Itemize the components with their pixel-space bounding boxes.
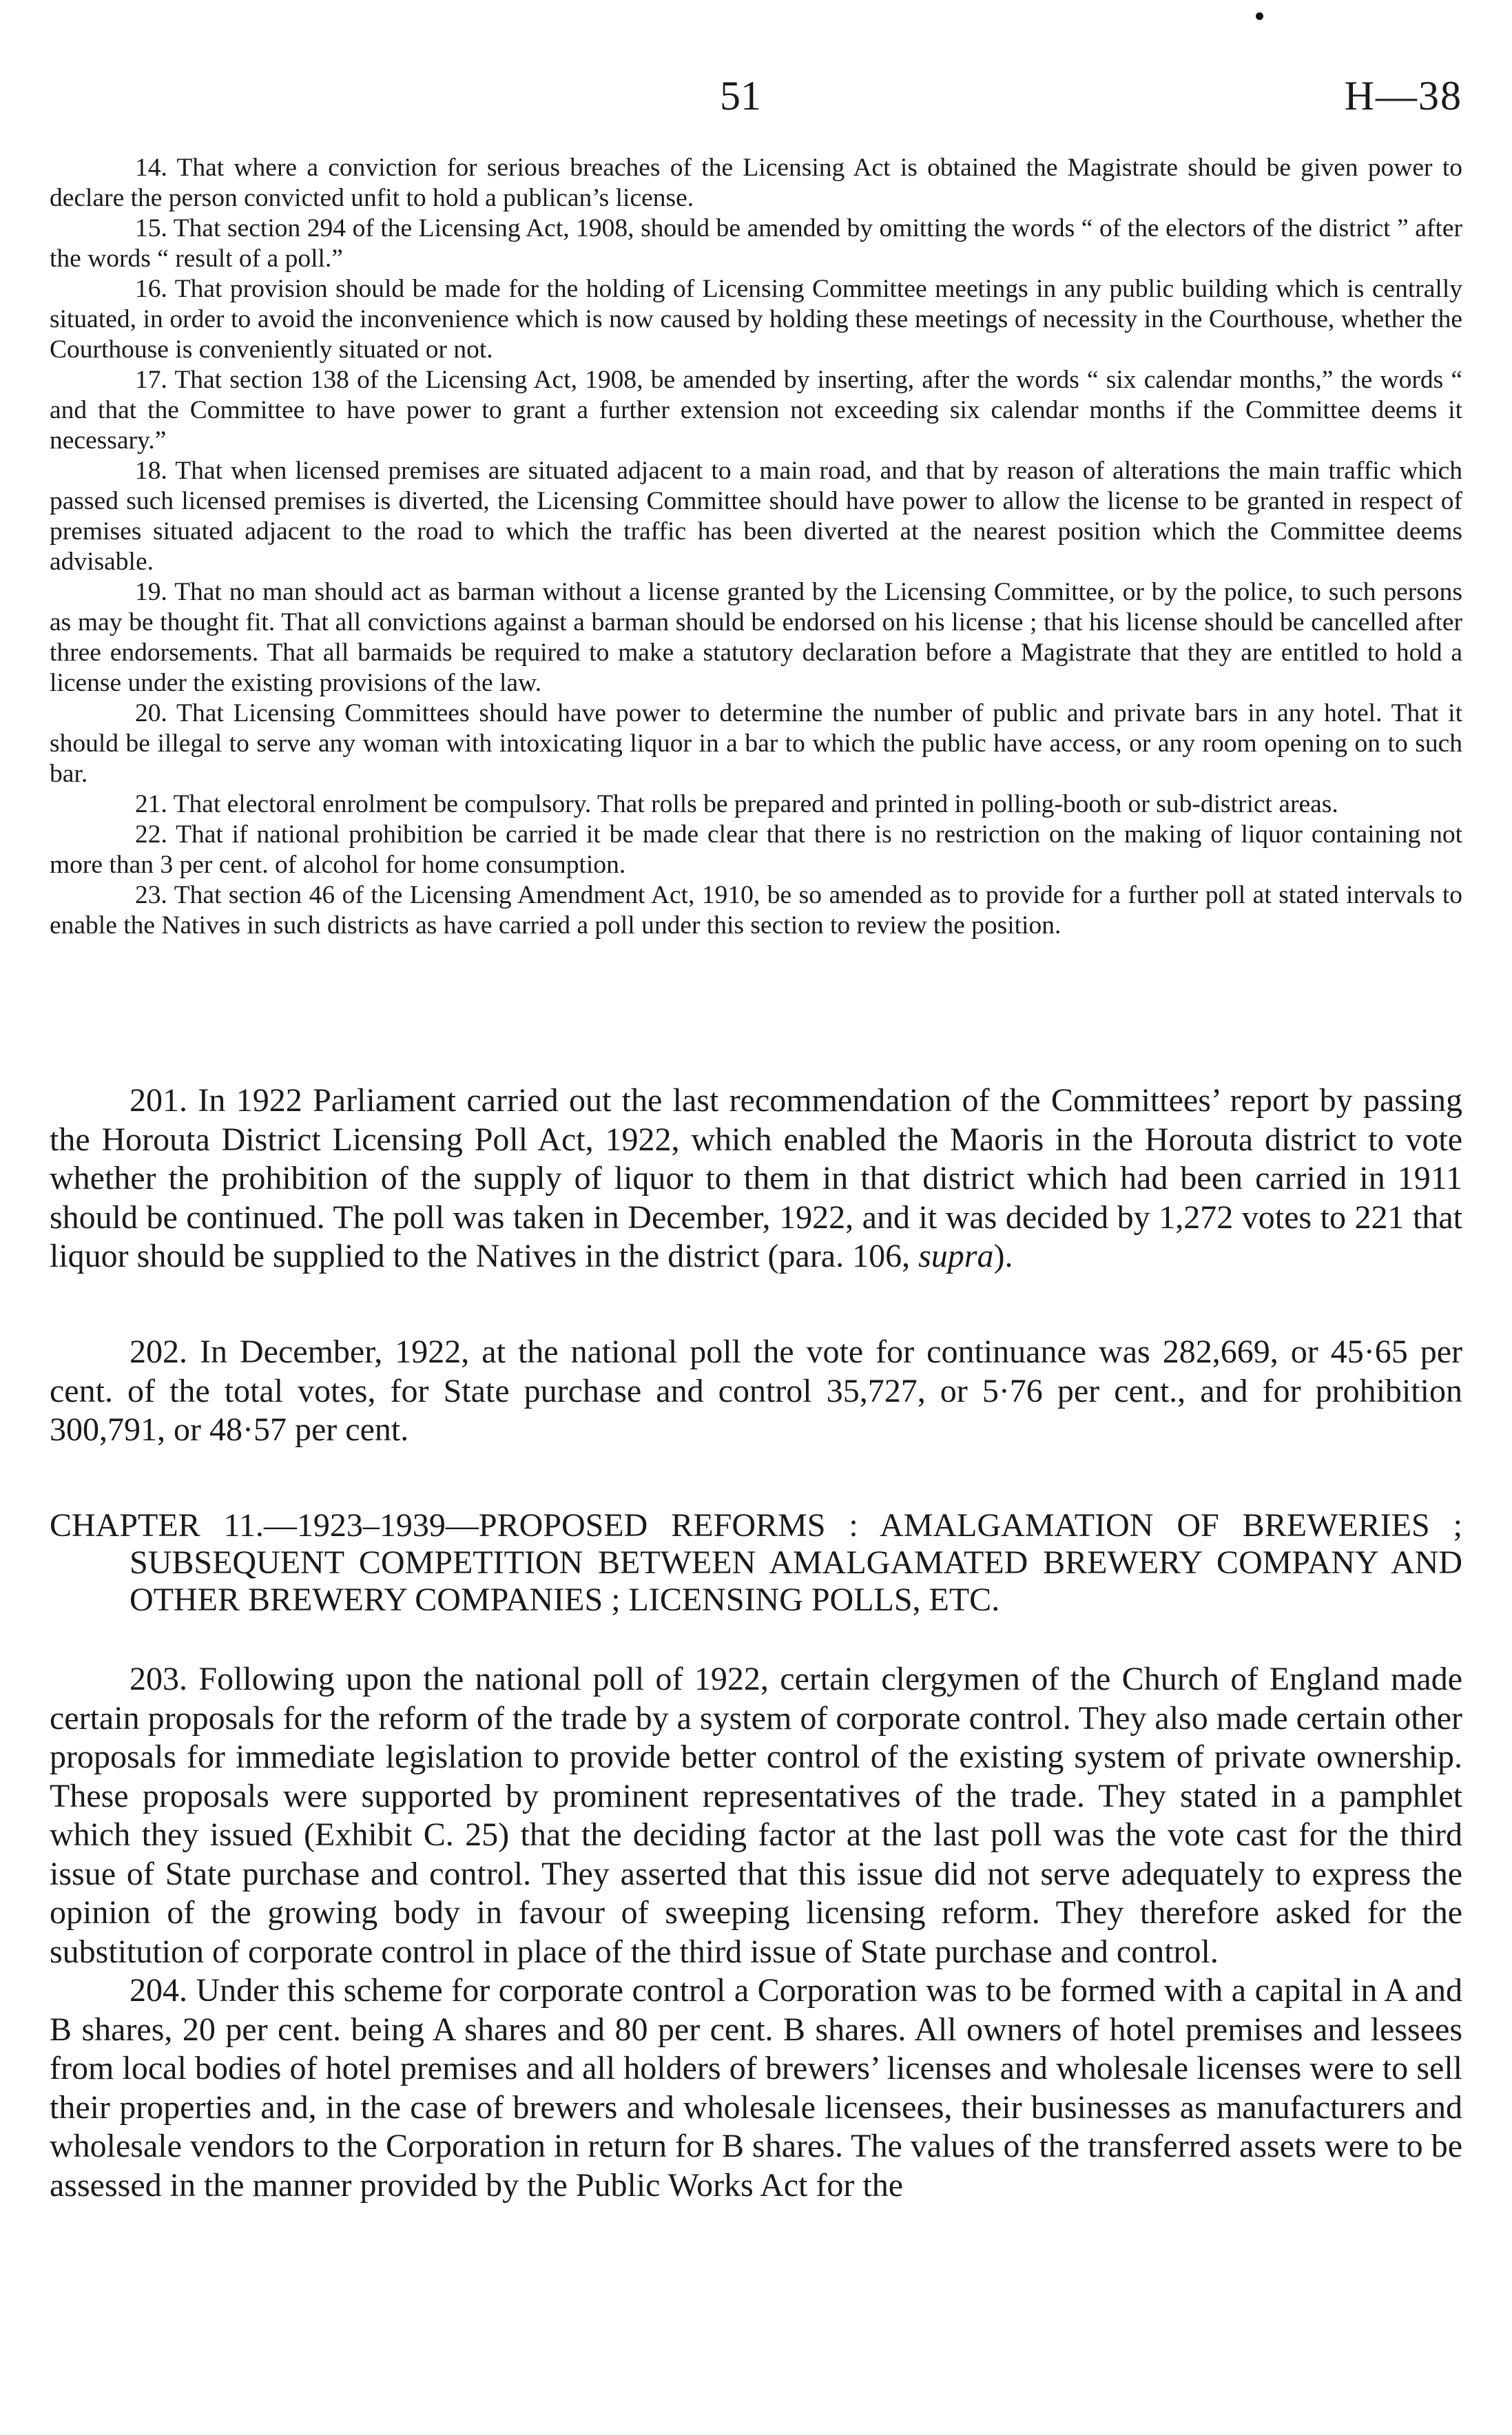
recommendation-item: 23. That section 46 of the Licensing Amendment Act, 1910, be so amended as to provide for a further poll at stated intervals to enable the Natives in such districts as have carried a poll under this section to review the position. xyxy=(50,881,1462,940)
paragraph-201 xyxy=(50,1081,1462,1276)
paragraph-201-italic: supra xyxy=(918,1238,994,1274)
recommendation-item: 19. That no man should act as barman without a license granted by the Licensing Committee, or by the police, to such persons as may be thought fit. That all convictions against a barman should be endorsed on his license ; that his license should be cancelled after three endorsements. That all barmaids be required to make a statutory declaration before a Magistrate that they are entitled to hold a license under the existing provisions of the law. xyxy=(50,578,1462,697)
paragraph-204: 204. Under this scheme for corporate control a Corporation was to be formed with a capital in A and B shares, 20 per cent. being A shares and 80 per cent. B shares. All owners of hotel premises and lessees from local bodies of hotel premises and all holders of brewers’ licenses and wholesale licenses were to sell their properties and, in the case of brewers and wholesale licensees, their businesses as manufacturers and wholesale vendors to the Corporation in return for B shares. The values of the transferred assets were to be assessed in the manner provided by the Public Works Act for the xyxy=(50,1972,1462,2204)
page-number: 51 xyxy=(720,73,761,118)
recommendation-item: 16. That provision should be made for the holding of Licensing Committee meetings in any public building which is centrally situated, in order to avoid the inconvenience which is now caused by holding these meetings of necessity in the Courthouse, whether the Courthouse is conveniently situated or not. xyxy=(50,275,1462,364)
recommendation-item: 14. That where a conviction for serious breaches of the Licensing Act is obtained the Magistrate should be given power to declare the person convicted unfit to hold a publican’s license. xyxy=(50,154,1462,212)
paragraph-203: 203. Following upon the national poll of 1922, certain clergymen of the Church of England made certain proposals for the reform of the trade by a system of corporate control. They also made certain other proposals for immediate legislation to provide better control of the existing system of private ownership. These proposals were supported by prominent representatives of the trade. They stated in a pamphlet which they issued (Exhibit C. 25) that the deciding factor at the last poll was the vote cast for the third issue of State purchase and control. They asserted that this issue did not serve adequately to express the opinion of the growing body in favour of sweeping licensing reform. They therefore asked for the substitution of corporate control in place of the third issue of State purchase and control. xyxy=(50,1661,1462,1970)
paragraph-202: 202. In December, 1922, at the national poll the vote for continuance was 282,669, or 45·65 per cent. of the total votes, for State purchase and control 35,727, or 5·76 per cent., and for prohibition 300,791, or 48·57 per cent. xyxy=(50,1334,1462,1448)
chapter-body xyxy=(50,1660,1462,2205)
chapter-heading: CHAPTER 11.—1923–1939—PROPOSED REFORMS : AMALGAMATION OF BREWERIES ; SUBSEQUENT COMPETITION BETWEEN AMALGAMATED BREWERY COMPANY AND OTHER BREWERY COMPANIES ; LICENSING POLLS, ETC. xyxy=(50,1507,1462,1618)
document-reference: H—38 xyxy=(1344,73,1462,118)
recommendation-item: 20. That Licensing Committees should have power to determine the number of public and private bars in any hotel. That it should be illegal to serve any woman with intoxicating liquor in a bar to which the public have access, or any room opening on to such bar. xyxy=(50,699,1462,788)
recommendation-item: 21. That electoral enrolment be compulsory. That rolls be prepared and printed in polling-booth or sub-district areas. xyxy=(135,790,1338,818)
paragraph-201-tail: ). xyxy=(993,1238,1013,1274)
recommendation-item: 22. That if national prohibition be carried it be made clear that there is no restriction on the making of liquor containing not more than 3 per cent. of alcohol for home consumption. xyxy=(50,820,1462,879)
recommendation-item: 17. That section 138 of the Licensing Act, 1908, be amended by inserting, after the words “ six calendar months,” the words “ and that the Committee to have power to grant a further extension not exceeding six calendar months if the Committee deems it necessary.” xyxy=(50,366,1462,455)
recommendation-item: 15. That section 294 of the Licensing Act, 1908, should be amended by omitting the words “ of the electors of the district ” after the words “ result of a poll.” xyxy=(50,214,1462,273)
recommendation-item: 18. That when licensed premises are situated adjacent to a main road, and that by reason of alterations the main traffic which passed such licensed premises is diverted, the Licensing Committee should have power to allow the license to be granted in respect of premises situated adjacent to the road to which the traffic has been diverted at the nearest position which the Committee deems advisable. xyxy=(50,457,1462,576)
paragraph-201-block xyxy=(50,1081,1462,1276)
paragraph-201-text: 201. In 1922 Parliament carried out the last recommendation of the Committees’ report by passing the Horouta District Licensing Poll Act, 1922, which enabled the Maoris in the Horouta district to vote whether the prohibition of the supply of liquor to them in that district which had been carried in 1911 should be continued. The poll was taken in December, 1922, and it was decided by 1,272 votes to 221 that liquor should be supplied to the Natives in the district (para. 106, xyxy=(50,1082,1462,1274)
recommendations-list xyxy=(50,153,1462,941)
ink-dot xyxy=(1256,12,1263,20)
paragraph-202-block xyxy=(50,1333,1462,1450)
page-header xyxy=(0,72,1512,127)
